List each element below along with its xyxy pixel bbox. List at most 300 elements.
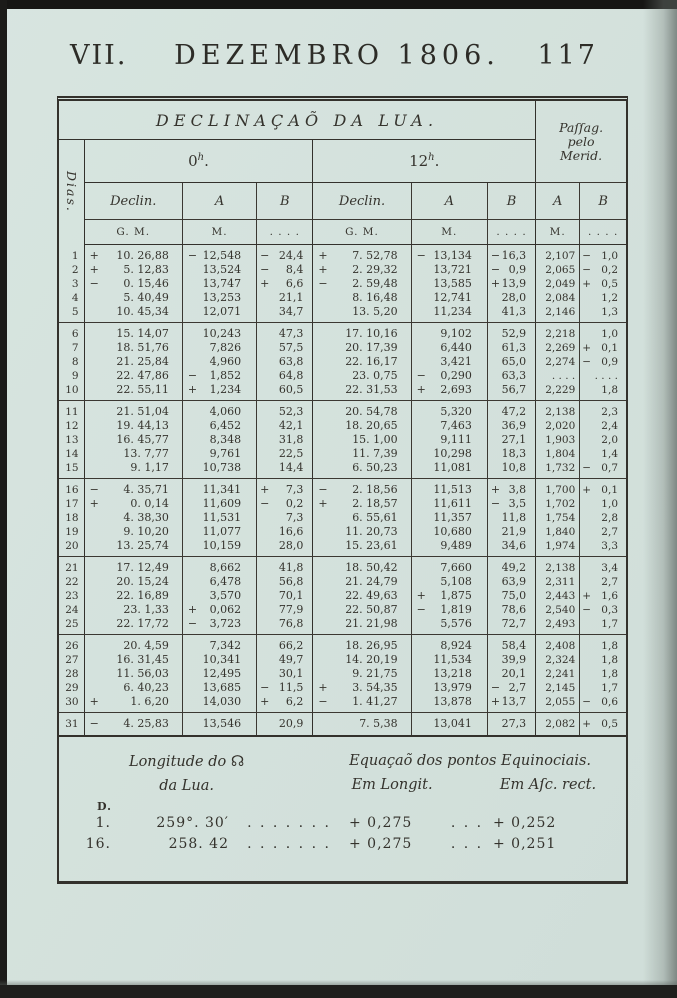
- day-cell: 15: [59, 461, 84, 479]
- value-cell: 65,0: [487, 355, 535, 369]
- value-cell: 2,493: [536, 617, 580, 635]
- value-cell: 6,452: [182, 419, 256, 433]
- value-cell: 11,513: [411, 479, 487, 498]
- day-column-label: D.: [97, 800, 112, 813]
- value-cell: − 1,819: [411, 603, 487, 617]
- footer-val2: + 0,252: [493, 815, 557, 831]
- value-cell: 7,342: [182, 635, 256, 654]
- value-cell: 78,6: [487, 603, 535, 617]
- value-cell: 6,478: [182, 575, 256, 589]
- footer-lon: 259°. 30′: [156, 815, 229, 831]
- value-cell: 1,8: [601, 654, 618, 666]
- value-cell: 14,4: [257, 461, 313, 479]
- sign: −: [187, 369, 198, 382]
- value-cell: 20. 4,59: [84, 635, 182, 654]
- value-cell: 1,7: [580, 617, 626, 635]
- value-cell: 27,1: [487, 433, 535, 447]
- value-cell: 1,3: [580, 305, 626, 323]
- table-row: [59, 433, 626, 447]
- value-cell: + 2. 18,57: [313, 497, 411, 511]
- b-12-header: B: [487, 183, 535, 220]
- value-cell: 10,8: [487, 461, 535, 479]
- value-cell: 2,145: [536, 681, 580, 695]
- value-cell: 28,0: [487, 291, 535, 305]
- value-cell: 2,107: [536, 245, 580, 264]
- value-cell: − 2. 18,56: [313, 479, 411, 498]
- value-cell: − 4. 25,83: [84, 713, 182, 736]
- hour-12-num: 12: [409, 152, 429, 170]
- day-cell: 1: [59, 245, 84, 264]
- value-cell: 2,324: [536, 653, 580, 667]
- value-cell: 2,311: [536, 575, 580, 589]
- day-cell: 24: [59, 603, 84, 617]
- sign: +: [582, 718, 592, 730]
- value-cell: + 0,062: [182, 603, 256, 617]
- value-cell: 21. 51,04: [84, 401, 182, 420]
- sign: +: [318, 263, 328, 276]
- sign: +: [318, 497, 328, 510]
- value-cell: 20. 54,78: [313, 401, 411, 420]
- table-row: [59, 383, 626, 401]
- value-cell: 20. 17,39: [313, 341, 411, 355]
- table-title: DECLINAÇAÕ DA LUA.: [59, 101, 536, 140]
- value-cell: 18. 51,76: [84, 341, 182, 355]
- unit-m-0: M.: [182, 220, 256, 245]
- value-cell: + 13,7: [487, 695, 535, 713]
- value-cell: − 13,134: [411, 245, 487, 264]
- value-cell: + 10. 26,88: [84, 245, 182, 264]
- sign: −: [490, 681, 501, 694]
- value-cell: 49,2: [487, 557, 535, 576]
- table-row: [59, 355, 626, 369]
- hour-0-sup: h: [197, 152, 205, 163]
- scan-edge-right: [643, 0, 677, 998]
- value-cell: 9. 1,17: [84, 461, 182, 479]
- value-cell: 2,229: [536, 383, 580, 401]
- sign: +: [416, 383, 426, 396]
- value-cell: 10,738: [182, 461, 256, 479]
- sign: +: [260, 695, 270, 708]
- scan-edge-left: [0, 0, 7, 998]
- table-row: [59, 291, 626, 305]
- unit-m-12: M.: [411, 220, 487, 245]
- value-cell: − 1,0: [582, 250, 618, 262]
- unit-dots-merid: . . . .: [580, 220, 626, 245]
- value-cell: 30,1: [257, 667, 313, 681]
- value-cell: 22. 31,53: [313, 383, 411, 401]
- value-cell: − 3,5: [487, 497, 535, 511]
- value-cell: + 13,9: [487, 277, 535, 291]
- value-cell: − 0,2: [257, 497, 313, 511]
- value-cell: 4,060: [182, 401, 256, 420]
- day-cell: 22: [59, 575, 84, 589]
- value-cell: 11,534: [411, 653, 487, 667]
- value-cell: 2,0: [601, 434, 618, 446]
- value-cell: 8. 16,48: [313, 291, 411, 305]
- value-cell: 9,761: [182, 447, 256, 461]
- value-cell: 20,9: [257, 713, 313, 736]
- value-cell: 11,609: [182, 497, 256, 511]
- table-row: [59, 497, 626, 511]
- value-cell: 10. 45,34: [84, 305, 182, 323]
- passag-line1: Paſſag.: [559, 119, 604, 135]
- table-row: [59, 305, 626, 323]
- sign: −: [260, 263, 270, 276]
- value-cell: 13,685: [182, 681, 256, 695]
- footer-val1: + 0,275: [349, 836, 413, 852]
- value-cell: 63,8: [257, 355, 313, 369]
- value-cell: 2,218: [536, 323, 580, 342]
- sign: +: [187, 603, 198, 616]
- value-cell: 22. 49,63: [313, 589, 411, 603]
- value-cell: 11. 56,03: [84, 667, 182, 681]
- sign: +: [490, 277, 501, 290]
- table-row: [59, 245, 626, 264]
- day-cell: 13: [59, 433, 84, 447]
- dias-label: Dias.: [63, 171, 79, 214]
- value-cell: 22. 16,89: [84, 589, 182, 603]
- sign: −: [318, 277, 328, 290]
- passag-merid-header: [536, 101, 626, 183]
- value-cell: 13,878: [411, 695, 487, 713]
- value-cell: 14,030: [182, 695, 256, 713]
- sign: −: [318, 695, 328, 708]
- value-cell: 41,3: [487, 305, 535, 323]
- value-cell: 2,065: [536, 263, 580, 277]
- value-cell: 13. 5,20: [313, 305, 411, 323]
- value-cell: + 1. 6,20: [84, 695, 182, 713]
- sign: −: [582, 696, 592, 708]
- value-cell: − 0,290: [411, 369, 487, 383]
- value-cell: 10,243: [182, 323, 256, 342]
- table-row: [59, 341, 626, 355]
- value-cell: 61,3: [487, 341, 535, 355]
- em-asc-label: Em Aſc. rect.: [499, 777, 597, 793]
- value-cell: 20. 15,24: [84, 575, 182, 589]
- day-cell: 29: [59, 681, 84, 695]
- value-cell: 1,754: [536, 511, 580, 525]
- value-cell: 21. 25,84: [84, 355, 182, 369]
- dias-column-header: [59, 140, 84, 245]
- value-cell: 22. 17,72: [84, 617, 182, 635]
- value-cell: 72,7: [487, 617, 535, 635]
- unit-dots-12: . . . .: [487, 220, 535, 245]
- table-row: [59, 617, 626, 635]
- value-cell: 1,0: [601, 498, 618, 510]
- sign: −: [318, 483, 328, 496]
- unit-gm-0: G. M.: [84, 220, 182, 245]
- sign: −: [582, 462, 592, 474]
- table-row: [59, 479, 626, 498]
- value-cell: 14. 20,19: [313, 653, 411, 667]
- value-cell: 12,741: [411, 291, 487, 305]
- value-cell: 2,138: [536, 401, 580, 420]
- value-cell: 9,102: [411, 323, 487, 342]
- day-cell: 30: [59, 695, 84, 713]
- value-cell: + 5. 12,83: [84, 263, 182, 277]
- day-cell: 7: [59, 341, 84, 355]
- value-cell: 6. 55,61: [313, 511, 411, 525]
- value-cell: 52,3: [257, 401, 313, 420]
- month-title: DEZEMBRO 1806.: [174, 40, 500, 71]
- footer-day: 16.: [85, 836, 111, 852]
- day-cell: 3: [59, 277, 84, 291]
- value-cell: 49,7: [257, 653, 313, 667]
- value-cell: 2,4: [601, 420, 618, 432]
- value-cell: 16. 31,45: [84, 653, 182, 667]
- value-cell: 6. 40,23: [84, 681, 182, 695]
- value-cell: 18. 50,42: [313, 557, 411, 576]
- value-cell: 34,7: [257, 305, 313, 323]
- table-row: [59, 323, 626, 342]
- value-cell: 9. 21,75: [313, 667, 411, 681]
- value-cell: 2,7: [601, 576, 618, 588]
- units-row: [59, 220, 626, 245]
- value-cell: + 7,3: [257, 479, 313, 498]
- value-cell: 56,7: [487, 383, 535, 401]
- value-cell: 21. 24,79: [313, 575, 411, 589]
- value-cell: 17. 12,49: [84, 557, 182, 576]
- value-cell: + 7. 52,78: [313, 245, 411, 264]
- value-cell: + 2. 29,32: [313, 263, 411, 277]
- table-row: [59, 511, 626, 525]
- sign: +: [89, 249, 99, 262]
- table-row: [59, 603, 626, 617]
- table-row: [59, 667, 626, 681]
- value-cell: 28,0: [257, 539, 313, 557]
- value-cell: 2,540: [536, 603, 580, 617]
- value-cell: 2,269: [536, 341, 580, 355]
- longitude-node-block: [59, 749, 314, 798]
- value-cell: 2,084: [536, 291, 580, 305]
- value-cell: 18,3: [487, 447, 535, 461]
- value-cell: 9,489: [411, 539, 487, 557]
- value-cell: 2,138: [536, 557, 580, 576]
- footer-dots2: . . .: [450, 815, 484, 831]
- value-cell: 1,840: [536, 525, 580, 539]
- value-cell: 31,8: [257, 433, 313, 447]
- table-row: [59, 653, 626, 667]
- value-cell: 16,6: [257, 525, 313, 539]
- table-title-row: [59, 101, 626, 140]
- value-cell: 8,662: [182, 557, 256, 576]
- value-cell: 22,5: [257, 447, 313, 461]
- value-cell: 3,4: [601, 562, 618, 574]
- declination-table: [59, 101, 626, 735]
- table-row: [59, 575, 626, 589]
- value-cell: 5. 40,49: [84, 291, 182, 305]
- sign: −: [490, 263, 501, 276]
- value-cell: 7,463: [411, 419, 487, 433]
- value-cell: 76,8: [257, 617, 313, 635]
- value-cell: 63,9: [487, 575, 535, 589]
- value-cell: 7,660: [411, 557, 487, 576]
- value-cell: 2,241: [536, 667, 580, 681]
- footer-val1: + 0,275: [349, 815, 413, 831]
- value-cell: + 3,8: [487, 479, 535, 498]
- value-cell: 13. 7,77: [84, 447, 182, 461]
- value-cell: 41,8: [257, 557, 313, 576]
- footer-dots1: . . . . . . .: [247, 836, 331, 852]
- passag-line3: Merid.: [559, 147, 603, 163]
- value-cell: − 11,5: [257, 681, 313, 695]
- declin-0-header: Declin.: [84, 183, 182, 220]
- day-cell: 8: [59, 355, 84, 369]
- value-cell: 8,348: [182, 433, 256, 447]
- value-cell: 1,702: [536, 497, 580, 511]
- value-cell: − 12,548: [182, 245, 256, 264]
- declination-table-body: [59, 245, 626, 736]
- sign: −: [582, 250, 592, 262]
- ascending-node-icon: ☊: [230, 752, 245, 770]
- table-row: [59, 461, 626, 479]
- value-cell: − 24,4: [257, 245, 313, 264]
- value-cell: − 0,2: [582, 264, 618, 276]
- table-row: [59, 713, 626, 736]
- value-cell: + 0. 0,14: [84, 497, 182, 511]
- value-cell: 47,3: [257, 323, 313, 342]
- value-cell: + 6,6: [257, 277, 313, 291]
- day-cell: 28: [59, 667, 84, 681]
- value-cell: + 0,1: [582, 342, 618, 354]
- value-cell: 2,274: [536, 355, 580, 369]
- sign: −: [582, 604, 592, 616]
- value-cell: 13,721: [411, 263, 487, 277]
- sign: +: [582, 342, 592, 354]
- value-cell: 12,071: [182, 305, 256, 323]
- value-cell: 1,4: [601, 448, 618, 460]
- a-0-header: A: [182, 183, 256, 220]
- value-cell: 22. 16,17: [313, 355, 411, 369]
- sign: −: [260, 249, 270, 262]
- value-cell: 2,7: [601, 526, 618, 538]
- value-cell: . . . .: [536, 369, 580, 383]
- value-cell: + 0,1: [582, 484, 618, 496]
- value-cell: 4. 38,30: [84, 511, 182, 525]
- sign: +: [89, 695, 99, 708]
- day-cell: 17: [59, 497, 84, 511]
- value-cell: + 2,693: [411, 383, 487, 401]
- merid-b-header: B: [580, 183, 626, 220]
- value-cell: 15. 23,61: [313, 539, 411, 557]
- value-cell: 13,747: [182, 277, 256, 291]
- value-cell: 52,9: [487, 323, 535, 342]
- table-row: [59, 589, 626, 603]
- value-cell: 23. 0,75: [313, 369, 411, 383]
- em-longit-label: Em Longit.: [351, 777, 433, 793]
- value-cell: 11,531: [182, 511, 256, 525]
- hour-0-num: 0: [188, 152, 198, 170]
- value-cell: + 0,5: [582, 718, 618, 730]
- sign: −: [582, 264, 592, 276]
- value-cell: 18. 26,95: [313, 635, 411, 654]
- unit-dots-0: . . . .: [257, 220, 313, 245]
- value-cell: − 3,723: [182, 617, 256, 635]
- value-cell: 63,3: [487, 369, 535, 383]
- day-cell: 6: [59, 323, 84, 342]
- sign: −: [260, 497, 270, 510]
- value-cell: 19. 44,13: [84, 419, 182, 433]
- value-cell: − 0. 15,46: [84, 277, 182, 291]
- sign: +: [490, 695, 501, 708]
- value-cell: 2,8: [601, 512, 618, 524]
- value-cell: 15. 14,07: [84, 323, 182, 342]
- footer-value-row: [59, 834, 626, 855]
- value-cell: 7. 5,38: [313, 713, 411, 736]
- equinox-equation-title: Equaçaõ dos pontos Equinociais.: [349, 753, 592, 769]
- value-cell: 2,020: [536, 419, 580, 433]
- value-cell: + 6,2: [257, 695, 313, 713]
- day-cell: 31: [59, 713, 84, 736]
- subheader-row: [59, 183, 626, 220]
- sign: +: [260, 483, 270, 496]
- footer-dots2: . . .: [450, 836, 484, 852]
- value-cell: 2,146: [536, 305, 580, 323]
- sign: +: [490, 483, 501, 496]
- value-cell: − 0,9: [582, 356, 618, 368]
- scan-edge-top: [0, 0, 677, 9]
- value-cell: 5,108: [411, 575, 487, 589]
- value-cell: + 0,5: [582, 278, 618, 290]
- sign: +: [260, 277, 270, 290]
- footer-val2: + 0,251: [493, 836, 557, 852]
- value-cell: 23. 1,33: [84, 603, 182, 617]
- day-cell: 5: [59, 305, 84, 323]
- value-cell: 13,546: [182, 713, 256, 736]
- sign: −: [490, 497, 501, 510]
- value-cell: 17. 10,16: [313, 323, 411, 342]
- day-cell: 14: [59, 447, 84, 461]
- sign: +: [582, 278, 592, 290]
- value-cell: 36,9: [487, 419, 535, 433]
- value-cell: 11,341: [182, 479, 256, 498]
- day-cell: 12: [59, 419, 84, 433]
- value-cell: 1,732: [536, 461, 580, 479]
- footer-lon: 258. 42: [168, 836, 229, 852]
- value-cell: 6. 50,23: [313, 461, 411, 479]
- value-cell: − 8,4: [257, 263, 313, 277]
- value-cell: 47,2: [487, 401, 535, 420]
- sign: +: [416, 589, 426, 602]
- value-cell: 5,576: [411, 617, 487, 635]
- value-cell: 13,979: [411, 681, 487, 695]
- value-cell: − 0,9: [487, 263, 535, 277]
- day-cell: 23: [59, 589, 84, 603]
- sign: +: [318, 249, 328, 262]
- value-cell: 11,8: [487, 511, 535, 525]
- table-row: [59, 369, 626, 383]
- value-cell: − 16,3: [487, 245, 535, 264]
- merid-a-header: A: [536, 183, 580, 220]
- table-row: [59, 419, 626, 433]
- value-cell: 66,2: [257, 635, 313, 654]
- value-cell: 9,111: [411, 433, 487, 447]
- unit-gm-12: G. M.: [313, 220, 411, 245]
- a-12-header: A: [411, 183, 487, 220]
- value-cell: 2,3: [601, 406, 618, 418]
- value-cell: + 1,875: [411, 589, 487, 603]
- page-number: 117: [537, 40, 598, 71]
- sign: −: [490, 249, 501, 262]
- footer-rows: [59, 813, 626, 855]
- value-cell: 60,5: [257, 383, 313, 401]
- value-cell: 12,495: [182, 667, 256, 681]
- day-cell: 26: [59, 635, 84, 654]
- hour-12-header: 12$^h$.: [313, 140, 536, 183]
- sign: +: [318, 681, 328, 694]
- sign: −: [416, 249, 426, 262]
- value-cell: 1,903: [536, 433, 580, 447]
